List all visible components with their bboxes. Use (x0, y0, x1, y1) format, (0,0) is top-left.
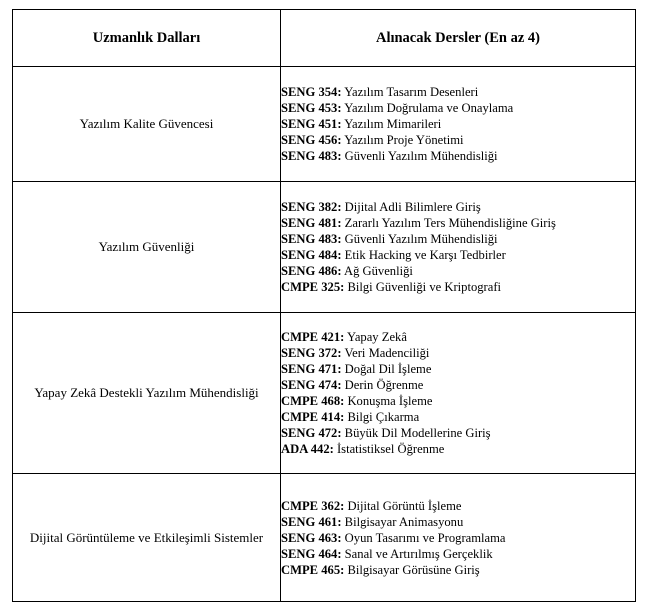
specialization-name: Yazılım Güvenliği (13, 182, 281, 313)
course-code: SENG 463: (281, 530, 342, 545)
course-list-cell (281, 67, 636, 182)
course-code: SENG 354: (281, 85, 342, 99)
course-title: Yazılım Proje Yönetimi (341, 133, 464, 147)
course-list-cell (281, 313, 636, 474)
course-list (281, 329, 635, 457)
course-item (281, 393, 635, 409)
course-list (281, 84, 635, 164)
course-code: SENG 481: (281, 216, 342, 230)
course-list (281, 498, 635, 578)
course-code: CMPE 362: (281, 498, 345, 513)
course-code: SENG 472: (281, 426, 342, 440)
course-list-cell (281, 474, 636, 602)
course-code: SENG 461: (281, 514, 342, 529)
course-title: Bilgi Çıkarma (344, 410, 420, 424)
course-title: Dijital Adli Bilimlere Giriş (341, 200, 481, 214)
course-item (281, 530, 635, 546)
specializations-table (12, 9, 636, 602)
course-title: Zararlı Yazılım Ters Mühendisliğine Giriş (341, 216, 556, 230)
course-item (281, 199, 635, 215)
course-title: Ağ Güvenliği (341, 264, 413, 278)
course-title: Bilgisayar Görüsüne Giriş (344, 562, 480, 577)
table-header-row (13, 10, 636, 67)
course-item (281, 546, 635, 562)
course-item (281, 329, 635, 345)
course-code: CMPE 414: (281, 410, 345, 424)
course-title: Veri Madenciliği (341, 346, 430, 360)
header-required-courses: Alınacak Dersler (En az 4) (281, 10, 636, 67)
course-title: Etik Hacking ve Karşı Tedbirler (341, 248, 506, 262)
course-title: Sanal ve Artırılmış Gerçeklik (341, 546, 493, 561)
course-code: CMPE 421: (281, 330, 345, 344)
course-code: SENG 483: (281, 232, 342, 246)
specialization-name: Yazılım Kalite Güvencesi (13, 67, 281, 182)
course-item (281, 425, 635, 441)
course-item (281, 441, 635, 457)
course-code: SENG 456: (281, 133, 342, 147)
course-code: SENG 483: (281, 149, 342, 163)
course-code: SENG 453: (281, 101, 342, 115)
course-title: Yazılım Tasarım Desenleri (341, 85, 479, 99)
specialization-name: Dijital Görüntüleme ve Etkileşimli Sistemler (13, 474, 281, 602)
course-code: SENG 484: (281, 248, 342, 262)
course-item (281, 247, 635, 263)
course-item (281, 498, 635, 514)
specialization-name: Yapay Zekâ Destekli Yazılım Mühendisliği (13, 313, 281, 474)
course-item (281, 116, 635, 132)
course-title: Dijital Görüntü İşleme (344, 498, 462, 513)
course-code: CMPE 325: (281, 280, 345, 294)
table-row (13, 313, 636, 474)
course-item (281, 231, 635, 247)
course-item (281, 345, 635, 361)
course-item (281, 377, 635, 393)
table-row (13, 474, 636, 602)
course-item (281, 361, 635, 377)
course-title: Doğal Dil İşleme (341, 362, 432, 376)
course-title: Derin Öğrenme (341, 378, 424, 392)
course-item (281, 279, 635, 295)
course-title: Güvenli Yazılım Mühendisliği (341, 232, 498, 246)
course-title: Oyun Tasarımı ve Programlama (341, 530, 506, 545)
course-item (281, 215, 635, 231)
course-item (281, 263, 635, 279)
course-list (281, 199, 635, 295)
course-title: Büyük Dil Modellerine Giriş (341, 426, 491, 440)
course-item (281, 562, 635, 578)
course-item (281, 148, 635, 164)
course-code: SENG 486: (281, 264, 342, 278)
table-row (13, 182, 636, 313)
course-item (281, 132, 635, 148)
course-code: CMPE 468: (281, 394, 345, 408)
course-code: SENG 471: (281, 362, 342, 376)
course-item (281, 409, 635, 425)
course-code: SENG 382: (281, 200, 342, 214)
course-code: CMPE 465: (281, 562, 345, 577)
course-code: SENG 464: (281, 546, 342, 561)
course-item (281, 514, 635, 530)
course-title: Yazılım Mimarileri (341, 117, 442, 131)
table-body (13, 67, 636, 602)
header-specializations: Uzmanlık Dalları (13, 10, 281, 67)
course-title: Yapay Zekâ (344, 330, 407, 344)
course-list-cell (281, 182, 636, 313)
course-code: SENG 372: (281, 346, 342, 360)
course-item (281, 84, 635, 100)
course-code: SENG 451: (281, 117, 342, 131)
table-row (13, 67, 636, 182)
course-title: İstatistiksel Öğrenme (333, 442, 445, 456)
course-title: Yazılım Doğrulama ve Onaylama (341, 101, 514, 115)
course-item (281, 100, 635, 116)
course-title: Konuşma İşleme (344, 394, 433, 408)
course-code: SENG 474: (281, 378, 342, 392)
course-title: Bilgisayar Animasyonu (341, 514, 464, 529)
course-code: ADA 442: (281, 442, 334, 456)
course-title: Bilgi Güvenliği ve Kriptografi (344, 280, 502, 294)
course-title: Güvenli Yazılım Mühendisliği (341, 149, 498, 163)
